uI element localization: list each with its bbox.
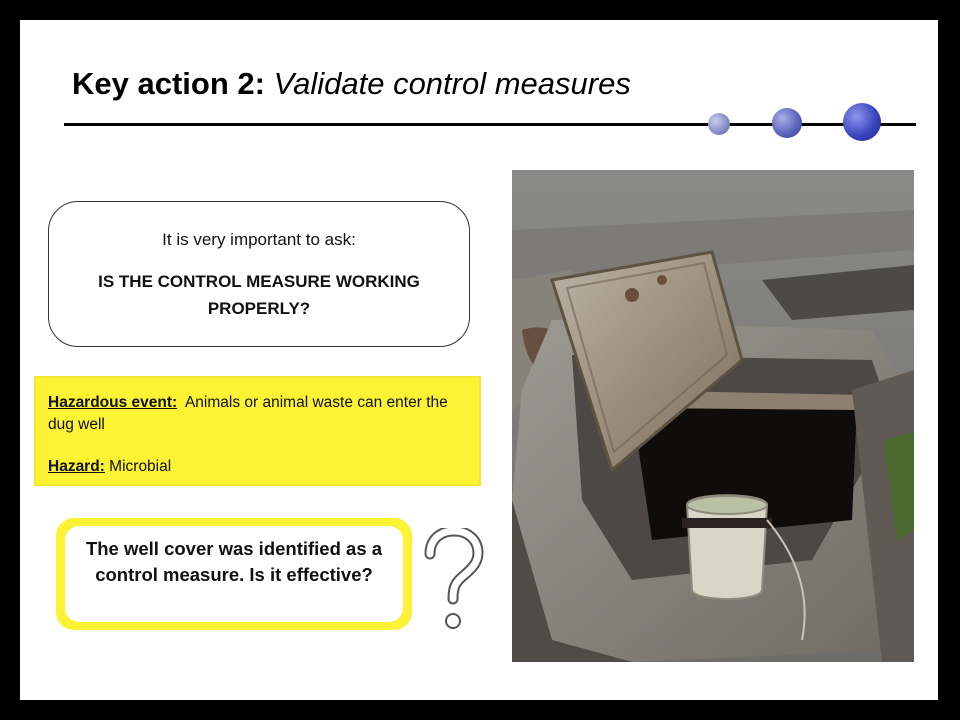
hazard-box: [34, 376, 481, 486]
decorative-dot-small: [708, 113, 730, 135]
dug-well-photo: [512, 170, 914, 662]
question-text: IS THE CONTROL MEASURE WORKING PROPERLY?: [98, 272, 420, 318]
title-italic: Validate control measures: [273, 66, 631, 101]
slide: [20, 20, 938, 700]
decorative-dot-large: [843, 103, 881, 141]
decorative-dot-medium: [772, 108, 802, 138]
hazardous-event-label: Hazardous event:: [48, 394, 178, 411]
hazardous-event-text: Animals or animal waste can enter the dug well: [48, 394, 448, 433]
question-intro: It is very important to ask:: [162, 230, 356, 249]
hazard-label: Hazard:: [48, 458, 105, 475]
question-mark-icon: [422, 528, 484, 632]
well-cover-box-inner: [65, 526, 403, 622]
hazard: [48, 458, 171, 476]
well-cover-text: The well cover was identified as a control measure. Is it effective?: [85, 538, 383, 585]
hazard-text: Microbial: [109, 458, 172, 475]
page-title: [72, 66, 631, 102]
title-bold: Key action 2:: [72, 66, 265, 101]
question-box: [48, 201, 470, 347]
hazardous-event: [48, 392, 471, 436]
well-cover-box: [56, 518, 412, 630]
